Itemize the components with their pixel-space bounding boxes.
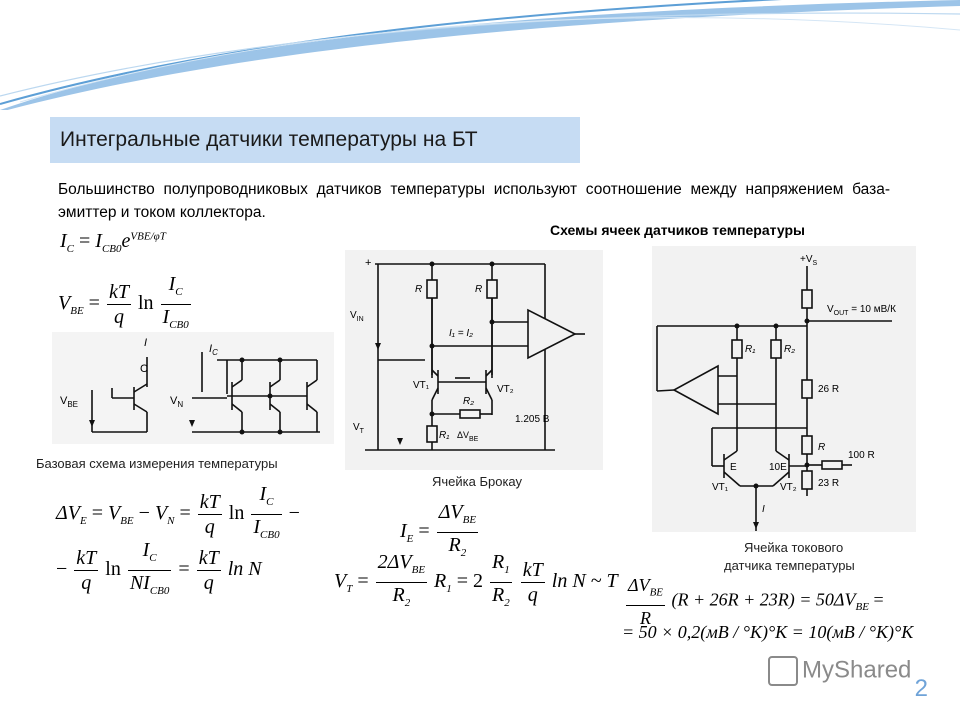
page-number: 2 bbox=[914, 675, 928, 702]
label-c: C bbox=[140, 363, 148, 375]
label-r1: R₁ bbox=[745, 344, 756, 355]
formula-collector-current: $I_C = I_{CB0}e^{VBE/\varphi T}$ bbox=[60, 230, 166, 255]
label-vout: $V_{OUT} = 10$ мВ/К bbox=[827, 304, 896, 317]
basic-circuit-caption: Базовая схема измерения температуры bbox=[36, 456, 278, 471]
basic-measurement-circuit bbox=[52, 332, 334, 444]
label-r1: R₁ bbox=[439, 430, 450, 441]
label-100r: 100 R bbox=[848, 450, 875, 461]
label-i1-i2: I₁ = I₂ bbox=[449, 328, 473, 339]
label-r: R bbox=[818, 442, 826, 453]
label-ic: $I_C$ bbox=[209, 343, 218, 357]
current-cell-caption-2: датчика температуры bbox=[724, 558, 855, 573]
formula-vt: $V_T$ = $\frac{2\Delta V_{BE}}{R_2}$ $R_1 = 2$ $\frac{R_1}{R_2}$ $\frac{kT}{q}$ ln N ~ T bbox=[334, 551, 618, 609]
label-vs: $+V_S$ bbox=[800, 254, 818, 267]
formula-current-cell: $\frac{\Delta V_{BE}}{R}$ $(R + 26R + 23R) = 50\Delta V_{BE}$ = bbox=[628, 575, 884, 628]
label-e: E bbox=[730, 462, 737, 473]
watermark-icon bbox=[768, 656, 798, 686]
slide-title: Интегральные датчики температуры на БТ bbox=[60, 128, 478, 151]
label-r2: R₂ bbox=[463, 396, 475, 407]
label-vbe: $V_{BE}$ bbox=[60, 395, 79, 409]
label-vt: $V_T$ bbox=[353, 422, 364, 435]
formula-delta-ve: $\Delta V_E = V_{BE} - V_N$ = $\frac{kT}{q}$ ln $\frac{I_C}{I_{CB0}}$ − bbox=[56, 483, 300, 541]
current-cell-caption-1: Ячейка токового bbox=[744, 540, 844, 555]
header-wave-decoration bbox=[0, 0, 960, 110]
brokaw-cell-circuit bbox=[345, 250, 603, 470]
label-vt2: VT₂ bbox=[780, 482, 797, 493]
label-dvbe: $\Delta V_{BE}$ bbox=[457, 430, 479, 443]
current-sensor-cell-circuit bbox=[652, 246, 916, 532]
label-i: I bbox=[762, 504, 765, 515]
watermark-logo: MyShared bbox=[768, 656, 911, 686]
label-vn: $V_N$ bbox=[170, 395, 184, 409]
label-i: I bbox=[144, 337, 148, 349]
formula-ln-n: − $\frac{kT}{q}$ ln $\frac{I_C}{NI_{CB0}}$ = $\frac{kT}{q}$ ln N bbox=[56, 539, 262, 597]
label-vt1: VT₁ bbox=[712, 482, 729, 493]
label-10e: 10E bbox=[769, 462, 787, 473]
label-vt1: VT₁ bbox=[413, 380, 430, 391]
formula-result: = 50 × 0,2(мВ / °K)°K = 10(мВ / °K)°K bbox=[622, 622, 914, 642]
label-r2: R₂ bbox=[784, 344, 796, 355]
formula-ie: $I_E$ = $\frac{\Delta V_{BE}}{R_2}$ bbox=[400, 501, 477, 559]
label-plus: + bbox=[365, 257, 372, 269]
intro-paragraph: Большинство полупроводниковых датчиков температуры используют соотношение между напряжением база-эмиттер и током коллектора. bbox=[58, 181, 890, 221]
label-23r: 23 R bbox=[818, 478, 840, 489]
label-vin: $V_{IN}$ bbox=[350, 310, 364, 323]
label-1205v: 1.205 В bbox=[515, 414, 550, 425]
label-r-left: R bbox=[415, 284, 423, 295]
schemes-caption: Схемы ячеек датчиков температуры bbox=[550, 222, 805, 238]
brokaw-caption: Ячейка Брокау bbox=[432, 474, 523, 489]
label-r-right: R bbox=[475, 284, 483, 295]
label-vt2: VT₂ bbox=[497, 384, 514, 395]
formula-vbe: $V_{BE}$ = $\frac{kT}{q}$ ln $\frac{I_C}{I_{CB0}}$ bbox=[58, 273, 189, 331]
label-26r: 26 R bbox=[818, 384, 840, 395]
